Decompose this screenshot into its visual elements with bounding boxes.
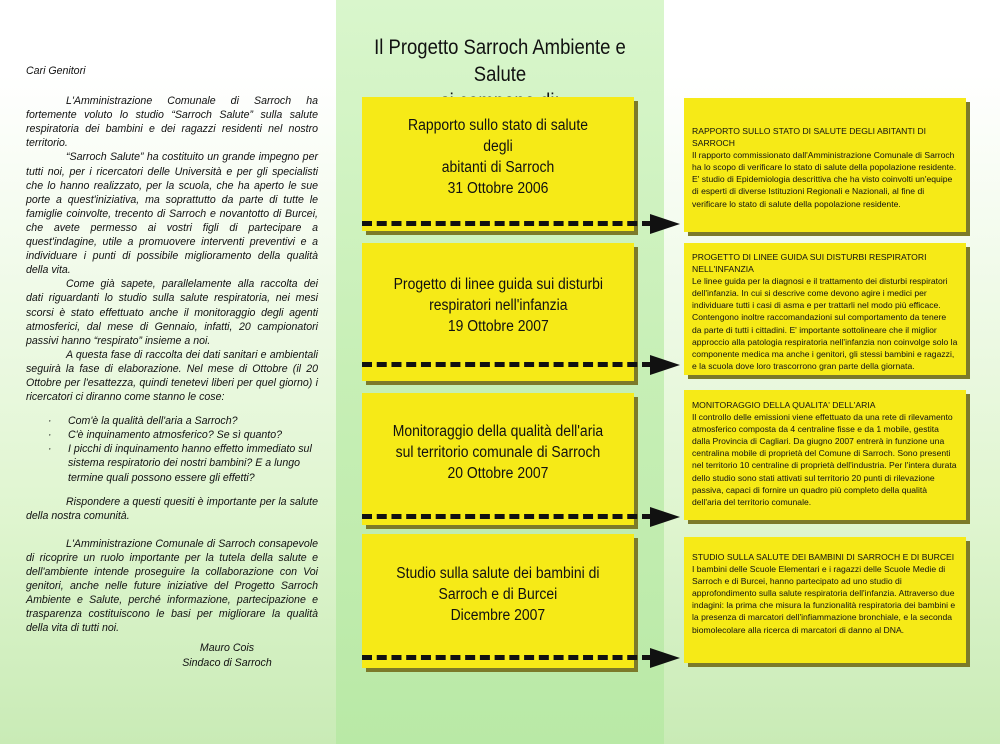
project-date: 31 Ottobre 2006 (447, 180, 549, 197)
title-line-1: Il Progetto Sarroch Ambiente e Salute (374, 36, 626, 86)
detail-heading: PROGETTO DI LINEE GUIDA SUI DISTURBI RESPIRATORI NELL'INFANZIA (692, 252, 927, 275)
project-title-line: Sarroch e di Burcei (438, 585, 558, 603)
arrow-4 (362, 648, 680, 668)
detail-box-1 (684, 98, 966, 232)
letter-paragraph-3: Come già sapete, parallelamente alla raccolta dei dati riguardanti lo studio sulla salute respiratoria, nei mesi scorsi è stato effettuato anche il monitoraggio degli agenti atmosferici, dal mese di Gennaio, infatti, 20 campionatori passivi hanno “respirato” insieme a noi. (26, 278, 318, 347)
project-title-line: Studio sulla salute dei bambini di (396, 564, 600, 582)
letter-paragraph-2: “Sarroch Salute” ha costituito un grande impegno per tutti noi, per i ricercatori delle Università e per gli specialisti che lo hanno realizzato, per la scuola, che ha aperto le sue porte a quest'iniziativa, ma soprattutto da parte di tutte le famiglie coinvolte, trecento di Sarroch e novantotto di Burcei, che avete permesso ai vostri figli di partecipare a quest'indagine, utile a promuovere interventi preventivi e a individuare i punti di possibile miglioramento della qualità della vita. (26, 151, 318, 277)
arrow-head-icon (650, 214, 680, 234)
detail-box-4 (684, 537, 966, 663)
arrow-head-icon (650, 507, 680, 527)
detail-heading: RAPPORTO SULLO STATO DI SALUTE DEGLI ABITANTI DI SARROCH (692, 126, 926, 149)
letter-questions (26, 414, 318, 484)
project-box-3 (362, 393, 634, 525)
detail-box-3 (684, 390, 966, 520)
arrow-head-icon (650, 355, 680, 375)
letter-question: · Com'è la qualità dell'aria a Sarroch? (26, 414, 318, 428)
project-title-line: sul territorio comunale di Sarroch (395, 443, 601, 461)
signature-name: Mauro Cois (199, 642, 255, 655)
letter-question: · C'è inquinamento atmosferico? Se sì quanto? (26, 428, 318, 442)
detail-box-2 (684, 243, 966, 375)
project-title-line: Progetto di linee guida sui disturbi (393, 275, 603, 293)
project-date: 20 Ottobre 2007 (447, 464, 549, 482)
letter-question: · I picchi di inquinamento hanno effetto immediato sul sistema respiratorio dei nostri bambini? E a lungo termine quali possono essere gli effetti? (26, 442, 318, 484)
project-box-1 (362, 97, 634, 231)
arrow-2 (362, 355, 680, 375)
project-date: Dicembre 2007 (450, 606, 546, 624)
arrow-head-icon (650, 648, 680, 668)
detail-heading: MONITORAGGIO DELLA QUALITA' DELL'ARIA (692, 400, 876, 410)
detail-text: Il controllo delle emissioni viene effettuato da una rete di rilevamento atmosferico composta da 4 centraline fisse e da 1 mobile, gestita dalla Provincia di Cagliari. Da giugno 2007 entrerà in funzione una centralina mobile di proprietà del Comune di Sarroch. Sono presenti nel territorio 10 centraline di proprietà dell'industria. Per l'intera durata dello studio sono stati attivati sul territorio 20 punti di rilevazione passiva, capaci di fornire un quadro più completo della qualità dell'aria del territorio comunale. (692, 412, 957, 507)
letter-paragraph-6: L'Amministrazione Comunale di Sarroch consapevole di ricoprire un ruolo importante per la tutela della salute e dell'ambiente intende proseguire la collaborazione con Voi genitori, anche nelle future iniziative del Progetto Sarroch Ambiente e Salute, perché informazione, partecipazione e trasparenza costituiscono le basi per migliorare la qualità della vita di tutti noi. (26, 537, 318, 635)
project-title-line: abitanti di Sarroch (441, 159, 555, 176)
detail-text: Le linee guida per la diagnosi e il trattamento dei disturbi respiratori dell'infanzia. In cui si descrive come devono agire i medici per individuare tutti i casi di asma e per trattarli nel modo più efficace. Contengono inoltre raccomandazioni sul comportamento da tenere da parte di tutti i cittadini. E' importante sottolineare che il miglior approccio alla patologia respiratoria nell'infanzia non coinvolge solo la componente medica ma anche i genitori, gli stessi bambini e ragazzi, e la scuola dove loro trascorrono gran parte della giornata. (692, 276, 958, 371)
detail-text: Il rapporto commissionato dall'Amministrazione Comunale di Sarroch ha lo scopo di verificare lo stato di salute della popolazione residente. E' studio di Epidemiologia descrittiva che ha visto coinvolti un'equipe di esperti di diverse Istituzioni Regionali e Nazionali, al fine di verificare lo stato di salute della popolazione residente. (692, 150, 957, 209)
detail-heading: STUDIO SULLA SALUTE DEI BAMBINI DI SARROCH E DI BURCEI (692, 552, 955, 562)
letter-paragraph-4: A questa fase di raccolta dei dati sanitari e ambientali seguirà la fase di elaborazione. Nel mese di Ottobre (il 20 Ottobre per l'esattezza, quindi tenetevi liberi per quel giorno) i ricercatori ci diranno come stanno le cose: (26, 348, 318, 404)
project-date: 19 Ottobre 2007 (447, 317, 549, 335)
letter-greeting: Cari Genitori (26, 65, 86, 77)
project-title-line: respiratori nell'infanzia (428, 296, 568, 314)
arrow-1 (362, 214, 680, 234)
detail-text: I bambini delle Scuole Elementari e i ragazzi delle Scuole Medie di Sarroch e di Burcei, hanno partecipato ad uno studio di approfondimento sulla salute respiratoria dell'infanzia. Attraverso due indagini: la prima che misura la funzionalità respiratoria dei bambini e la presenza di marcatori dell'infiammazione bronchiale, e la seconda biomolecolare alla ricerca di marcatori di danno al DNA. (692, 564, 956, 635)
arrow-3 (362, 507, 680, 527)
letter-paragraph-1: L'Amministrazione Comunale di Sarroch ha fortemente voluto lo studio “Sarroch Salute” sulla salute respiratoria dei bambini e dei ragazzi residenti nel nostro territorio. (26, 95, 318, 150)
project-title-line: Monitoraggio della qualità dell'aria (392, 422, 604, 440)
mayor-letter (26, 64, 318, 670)
signature-role: Sindaco di Sarroch (182, 656, 272, 669)
letter-paragraph-5: Rispondere a questi quesiti è importante per la salute della nostra comunità. (26, 495, 318, 522)
project-title-line: Rapporto sullo stato di salute degli (408, 117, 588, 155)
